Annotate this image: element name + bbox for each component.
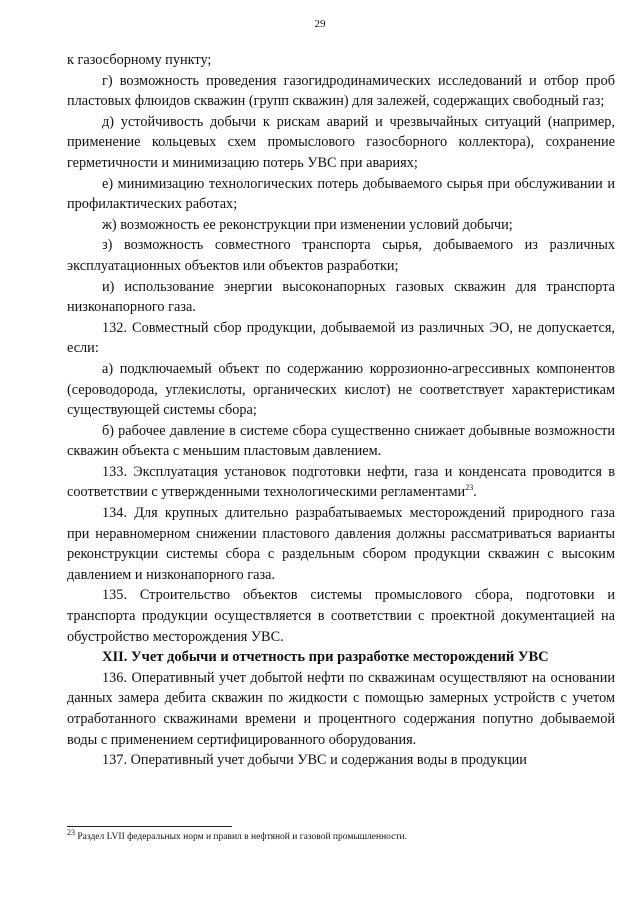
paragraph-134: 134. Для крупных длительно разрабатываемых месторождений природного газа при неравномерном снижении пластового давления должны рассматриваться варианты реконструкции системы сбора с раздельным сбором продукции скважин с высоким давлением и низконапорного газа. (67, 505, 615, 583)
paragraph-135: 135. Строительство объектов системы промыслового сбора, подготовки и транспорта продукции осуществляется в соответствии с проектной документацией на обустройство месторождения УВС. (67, 587, 615, 645)
list-item-z: з) возможность совместного транспорта сырья, добываемого из различных эксплуатационных объектов или объектов разработки; (67, 237, 615, 274)
list-item-i: и) использование энергии высоконапорных газовых скважин для транспорта низконапорного газа. (67, 278, 615, 316)
document-body (67, 50, 615, 771)
footnote-marker: 23 (67, 827, 75, 837)
list-item-a: а) подключаемый объект по содержанию коррозионно-агрессивных компонентов (сероводорода, углекислоты, органических кислот) не соответствует характеристикам существующей системы сбора; (67, 360, 615, 419)
footnote (67, 827, 615, 843)
list-item-b: б) рабочее давление в системе сбора существенно снижает добывные возможности скважин объекта с меньшим пластовым давлением. (67, 422, 615, 460)
paragraph-136: 136. Оперативный учет добытой нефти по скважинам осуществляют на основании данных замера дебита скважин по жидкости с помощью замерных устройств с учетом отработанного скважинами времени и процентного содержания попутно добываемой воды с применением сертифицированного оборудования. (67, 669, 615, 748)
paragraph-133-tail: . (473, 484, 477, 501)
paragraph-137: 137. Оперативный учет добычи УВС и содержания воды в продукции (102, 752, 527, 769)
footnote-text: Раздел LVII федеральных норм и правил в нефтяной и газовой промышленности. (75, 832, 407, 842)
list-item-g: г) возможность проведения газогидродинамических исследований и отбор проб пластовых флюидов скважин (групп скважин) для залежей, содержащих свободный газ; (67, 72, 615, 110)
footnote-reference: 23 (465, 483, 474, 493)
paragraph-133-text: 133. Эксплуатация установок подготовки нефти, газа и конденсата проводится в соответствии с утвержденными технологическими регламентами (67, 463, 615, 501)
page-number: 29 (314, 18, 326, 30)
list-item-zh: ж) возможность ее реконструкции при изменении условий добычи; (102, 216, 513, 233)
paragraph-continuation: к газосборному пункту; (67, 52, 212, 68)
list-item-d: д) устойчивость добычи к рискам аварий и чрезвычайных ситуаций (например, применение кольцевых схем промыслового газосборного коллектора), сохранение герметичности и минимизацию потерь УВС при авариях; (67, 113, 615, 171)
paragraph-133 (67, 462, 615, 503)
list-item-e: е) минимизацию технологических потерь добываемого сырья при обслуживании и профилактических работах; (67, 175, 615, 213)
section-heading: XII. Учет добычи и отчетность при разработке месторождений УВС (102, 649, 549, 666)
footnote-divider (67, 826, 232, 827)
paragraph-132: 132. Совместный сбор продукции, добываемой из различных ЭО, не допускается, если: (67, 319, 615, 357)
